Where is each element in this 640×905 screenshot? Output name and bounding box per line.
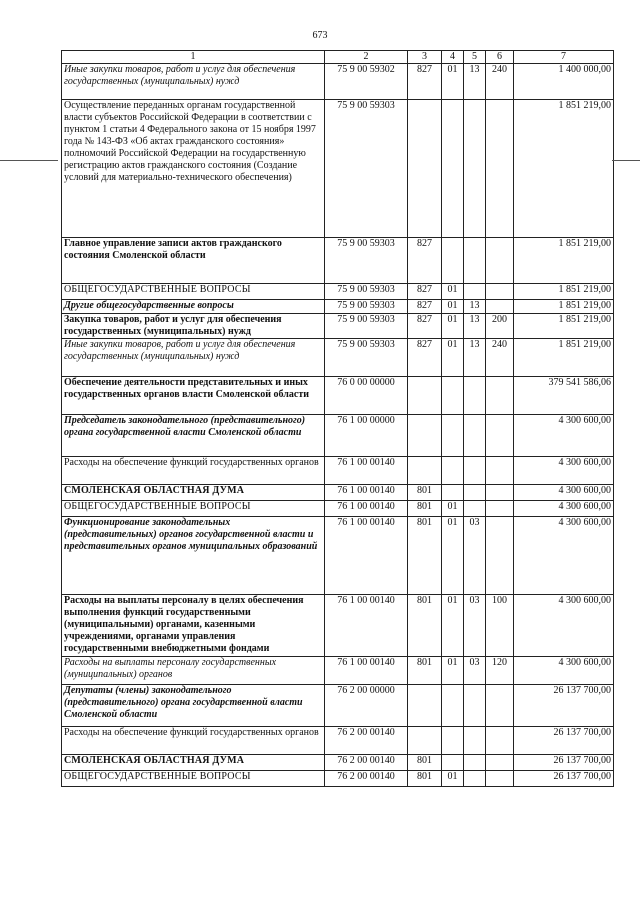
- row-admin-cell: 801: [408, 771, 442, 787]
- row-name-cell: Расходы на обеспечение функций государственных органов: [62, 457, 325, 485]
- row-section-cell: [442, 755, 464, 771]
- row-admin-cell: [408, 100, 442, 238]
- row-expense-type-cell: [486, 300, 514, 314]
- row-expense-type-cell: [486, 685, 514, 727]
- row-admin-cell: 827: [408, 238, 442, 284]
- row-expense-type-cell: [486, 100, 514, 238]
- column-header: 6: [486, 51, 514, 64]
- table-row: [62, 657, 614, 685]
- row-expense-type-cell: 120: [486, 657, 514, 685]
- row-name-cell: Обеспечение деятельности представительных и иных государственных органов власти Смоленской области: [62, 377, 325, 415]
- row-code-cell: 75 9 00 59303: [325, 100, 408, 238]
- column-header: 1: [62, 51, 325, 64]
- row-name-cell: СМОЛЕНСКАЯ ОБЛАСТНАЯ ДУМА: [62, 485, 325, 501]
- column-header: 3: [408, 51, 442, 64]
- row-subsection-cell: [464, 755, 486, 771]
- table-row: [62, 100, 614, 238]
- column-header: 7: [514, 51, 614, 64]
- row-sum-cell: 26 137 700,00: [514, 771, 614, 787]
- row-sum-cell: 1 851 219,00: [514, 238, 614, 284]
- table-row: [62, 771, 614, 787]
- row-section-cell: 01: [442, 657, 464, 685]
- row-expense-type-cell: [486, 415, 514, 457]
- row-name-cell: Расходы на обеспечение функций государственных органов: [62, 727, 325, 755]
- row-admin-cell: 801: [408, 517, 442, 595]
- row-admin-cell: 827: [408, 339, 442, 377]
- row-sum-cell: 1 851 219,00: [514, 100, 614, 238]
- row-sum-cell: 4 300 600,00: [514, 657, 614, 685]
- row-section-cell: 01: [442, 339, 464, 377]
- row-subsection-cell: [464, 727, 486, 755]
- row-expense-type-cell: 100: [486, 595, 514, 657]
- row-sum-cell: 4 300 600,00: [514, 501, 614, 517]
- row-code-cell: 76 1 00 00140: [325, 485, 408, 501]
- row-section-cell: 01: [442, 300, 464, 314]
- table-row: [62, 685, 614, 727]
- row-sum-cell: 4 300 600,00: [514, 415, 614, 457]
- row-expense-type-cell: [486, 377, 514, 415]
- table-row: [62, 64, 614, 100]
- row-section-cell: [442, 415, 464, 457]
- row-name-cell: ОБЩЕГОСУДАРСТВЕННЫЕ ВОПРОСЫ: [62, 284, 325, 300]
- row-code-cell: 75 9 00 59303: [325, 339, 408, 377]
- row-subsection-cell: 13: [464, 300, 486, 314]
- row-expense-type-cell: 240: [486, 64, 514, 100]
- row-code-cell: 76 2 00 00140: [325, 727, 408, 755]
- row-subsection-cell: [464, 501, 486, 517]
- row-admin-cell: [408, 685, 442, 727]
- row-admin-cell: [408, 415, 442, 457]
- row-expense-type-cell: [486, 771, 514, 787]
- row-code-cell: 76 1 00 00140: [325, 457, 408, 485]
- row-admin-cell: 801: [408, 485, 442, 501]
- table-row: [62, 727, 614, 755]
- row-section-cell: [442, 100, 464, 238]
- row-name-cell: Другие общегосударственные вопросы: [62, 300, 325, 314]
- row-sum-cell: 26 137 700,00: [514, 685, 614, 727]
- table-row: [62, 755, 614, 771]
- row-expense-type-cell: [486, 727, 514, 755]
- row-name-cell: Депутаты (члены) законодательного (представительного) органа государственной власти Смоленской области: [62, 685, 325, 727]
- table-row: [62, 377, 614, 415]
- row-sum-cell: 1 851 219,00: [514, 339, 614, 377]
- row-expense-type-cell: [486, 284, 514, 300]
- row-admin-cell: 827: [408, 300, 442, 314]
- row-code-cell: 76 0 00 00000: [325, 377, 408, 415]
- page-number: 673: [312, 30, 328, 41]
- row-subsection-cell: 13: [464, 339, 486, 377]
- row-subsection-cell: [464, 685, 486, 727]
- row-code-cell: 76 1 00 00140: [325, 501, 408, 517]
- row-sum-cell: 1 851 219,00: [514, 284, 614, 300]
- row-subsection-cell: [464, 415, 486, 457]
- column-number-row: [62, 51, 614, 64]
- row-code-cell: 75 9 00 59303: [325, 284, 408, 300]
- row-section-cell: 01: [442, 64, 464, 100]
- row-expense-type-cell: 240: [486, 339, 514, 377]
- row-code-cell: 76 1 00 00140: [325, 595, 408, 657]
- row-subsection-cell: [464, 238, 486, 284]
- row-admin-cell: 827: [408, 284, 442, 300]
- row-expense-type-cell: 200: [486, 314, 514, 339]
- row-code-cell: 76 1 00 00140: [325, 657, 408, 685]
- row-name-cell: Иные закупки товаров, работ и услуг для обеспечения государственных (муниципальных) нужд: [62, 339, 325, 377]
- row-name-cell: Расходы на выплаты персоналу в целях обеспечения выполнения функций государственными (муниципальными) органами, казенными учреждениями, органами управления государственными внебюджетными фондами: [62, 595, 325, 657]
- row-expense-type-cell: [486, 501, 514, 517]
- row-subsection-cell: 13: [464, 64, 486, 100]
- row-admin-cell: 801: [408, 755, 442, 771]
- row-name-cell: СМОЛЕНСКАЯ ОБЛАСТНАЯ ДУМА: [62, 755, 325, 771]
- row-subsection-cell: 13: [464, 314, 486, 339]
- row-section-cell: [442, 485, 464, 501]
- row-subsection-cell: 03: [464, 517, 486, 595]
- row-expense-type-cell: [486, 517, 514, 595]
- row-code-cell: 76 1 00 00140: [325, 517, 408, 595]
- row-section-cell: 01: [442, 771, 464, 787]
- row-name-cell: Расходы на выплаты персоналу государственных (муниципальных) органов: [62, 657, 325, 685]
- table-row: [62, 457, 614, 485]
- row-sum-cell: 4 300 600,00: [514, 517, 614, 595]
- row-admin-cell: [408, 457, 442, 485]
- row-code-cell: 76 2 00 00140: [325, 771, 408, 787]
- column-header: 2: [325, 51, 408, 64]
- row-name-cell: Председатель законодательного (представительного) органа государственной власти Смоленской области: [62, 415, 325, 457]
- row-subsection-cell: 03: [464, 595, 486, 657]
- row-sum-cell: 4 300 600,00: [514, 457, 614, 485]
- row-sum-cell: 379 541 586,06: [514, 377, 614, 415]
- row-code-cell: 75 9 00 59303: [325, 314, 408, 339]
- table-body: [62, 64, 614, 787]
- row-sum-cell: 1 851 219,00: [514, 314, 614, 339]
- row-section-cell: 01: [442, 501, 464, 517]
- row-code-cell: 76 1 00 00000: [325, 415, 408, 457]
- row-name-cell: Главное управление записи актов гражданского состояния Смоленской области: [62, 238, 325, 284]
- table-row: [62, 238, 614, 284]
- row-admin-cell: 801: [408, 657, 442, 685]
- row-name-cell: Функционирование законодательных (представительных) органов государственной власти и представительных органов муниципальных образований: [62, 517, 325, 595]
- row-admin-cell: 801: [408, 501, 442, 517]
- row-sum-cell: 26 137 700,00: [514, 727, 614, 755]
- scan-artifact-line: [0, 160, 58, 161]
- table-row: [62, 485, 614, 501]
- row-code-cell: 75 9 00 59302: [325, 64, 408, 100]
- row-subsection-cell: [464, 771, 486, 787]
- table-row: [62, 284, 614, 300]
- row-code-cell: 75 9 00 59303: [325, 300, 408, 314]
- table-row: [62, 501, 614, 517]
- row-code-cell: 76 2 00 00140: [325, 755, 408, 771]
- row-section-cell: 01: [442, 517, 464, 595]
- row-section-cell: [442, 457, 464, 485]
- scan-artifact-line: [612, 160, 640, 161]
- budget-table: [61, 50, 614, 787]
- row-subsection-cell: [464, 485, 486, 501]
- row-section-cell: [442, 238, 464, 284]
- row-expense-type-cell: [486, 457, 514, 485]
- row-admin-cell: [408, 727, 442, 755]
- table-row: [62, 314, 614, 339]
- row-section-cell: [442, 377, 464, 415]
- row-name-cell: ОБЩЕГОСУДАРСТВЕННЫЕ ВОПРОСЫ: [62, 771, 325, 787]
- row-name-cell: Иные закупки товаров, работ и услуг для обеспечения государственных (муниципальных) нужд: [62, 64, 325, 100]
- row-sum-cell: 26 137 700,00: [514, 755, 614, 771]
- row-sum-cell: 1 400 000,00: [514, 64, 614, 100]
- row-sum-cell: 1 851 219,00: [514, 300, 614, 314]
- row-expense-type-cell: [486, 485, 514, 501]
- row-section-cell: 01: [442, 314, 464, 339]
- table-row: [62, 339, 614, 377]
- row-section-cell: [442, 685, 464, 727]
- table-row: [62, 300, 614, 314]
- row-code-cell: 76 2 00 00000: [325, 685, 408, 727]
- table-row: [62, 517, 614, 595]
- row-section-cell: [442, 727, 464, 755]
- row-subsection-cell: [464, 100, 486, 238]
- table-row: [62, 415, 614, 457]
- row-expense-type-cell: [486, 755, 514, 771]
- table-row: [62, 595, 614, 657]
- row-admin-cell: [408, 377, 442, 415]
- column-header: 5: [464, 51, 486, 64]
- row-sum-cell: 4 300 600,00: [514, 595, 614, 657]
- row-name-cell: ОБЩЕГОСУДАРСТВЕННЫЕ ВОПРОСЫ: [62, 501, 325, 517]
- row-code-cell: 75 9 00 59303: [325, 238, 408, 284]
- row-subsection-cell: [464, 284, 486, 300]
- row-section-cell: 01: [442, 284, 464, 300]
- row-admin-cell: 827: [408, 64, 442, 100]
- row-admin-cell: 801: [408, 595, 442, 657]
- row-subsection-cell: 03: [464, 657, 486, 685]
- row-section-cell: 01: [442, 595, 464, 657]
- row-subsection-cell: [464, 377, 486, 415]
- row-name-cell: Закупка товаров, работ и услуг для обеспечения государственных (муниципальных) нужд: [62, 314, 325, 339]
- row-admin-cell: 827: [408, 314, 442, 339]
- column-header: 4: [442, 51, 464, 64]
- row-expense-type-cell: [486, 238, 514, 284]
- row-subsection-cell: [464, 457, 486, 485]
- row-name-cell: Осуществление переданных органам государственной власти субъектов Российской Федерации в соответствии с пунктом 1 статьи 4 Федерального закона от 15 ноября 1997 года № 143-ФЗ «Об актах гражданского состояния» полномочий Российской Федерации на государственную регистрацию актов гражданского состояния (Создание условий для материально-технического обеспечения): [62, 100, 325, 238]
- row-sum-cell: 4 300 600,00: [514, 485, 614, 501]
